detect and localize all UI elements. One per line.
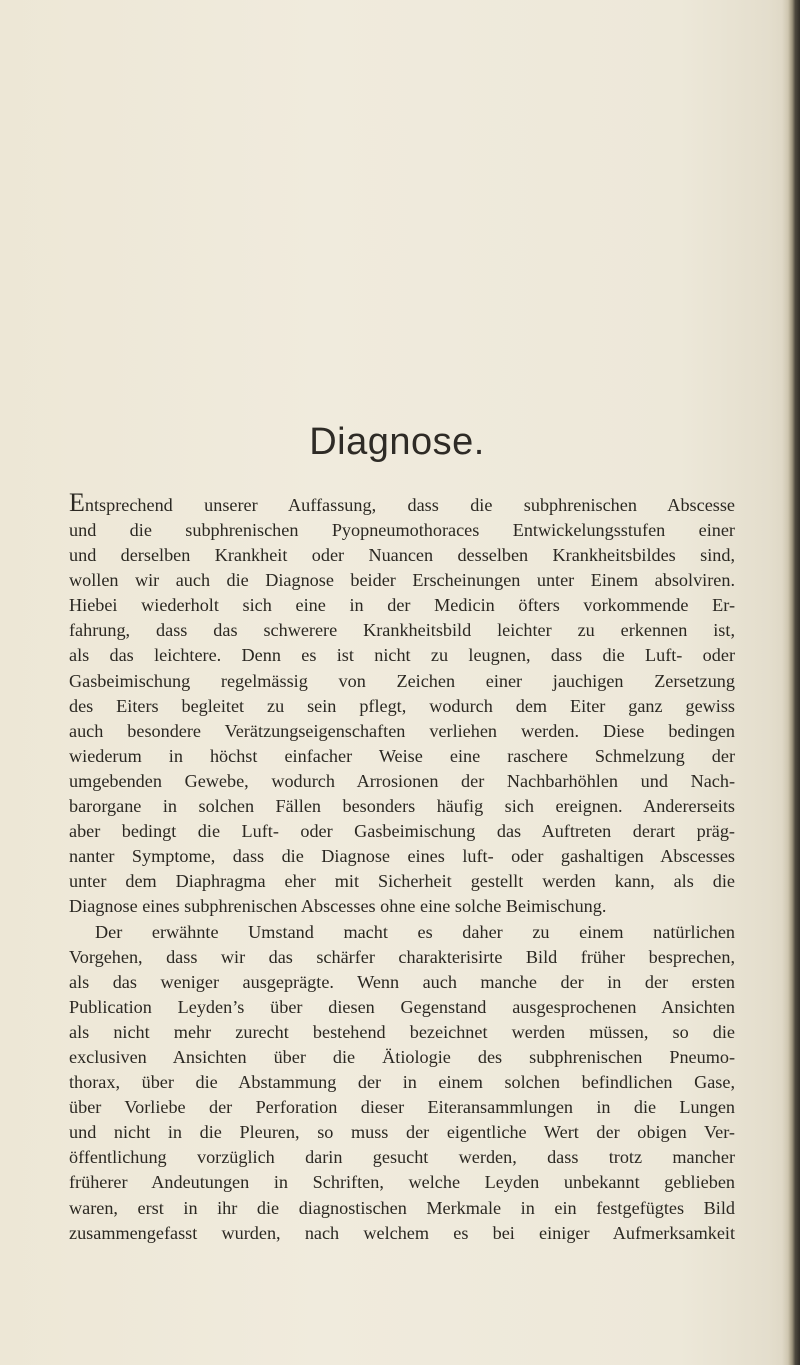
text-line: fahrung, dass das schwerere Krankheitsbild leichter zu erkennen ist, xyxy=(69,620,735,641)
text-line: Diagnose eines subphrenischen Abscesses ohne eine solche Beimischung. xyxy=(69,896,607,917)
body-text xyxy=(69,488,735,1246)
text-line: und derselben Krankheit oder Nuancen desselben Krankheitsbildes sind, xyxy=(69,545,735,566)
text-line: Publication Leyden’s über diesen Gegenstand ausgesprochenen Ansichten xyxy=(69,996,735,1017)
text-line: auch besondere Verätzungseigenschaften verliehen werden. Diese bedingen xyxy=(69,720,735,741)
text-line: aber bedingt die Luft- oder Gasbeimischung das Auftreten derart präg- xyxy=(69,821,735,842)
drop-initial: E xyxy=(69,488,85,517)
text-line: öffentlichung vorzüglich darin gesucht werden, dass trotz mancher xyxy=(69,1147,735,1168)
text-line: als das leichtere. Denn es ist nicht zu leugnen, dass die Luft- oder xyxy=(69,645,735,666)
text-line: und die subphrenischen Pyopneumothoraces Entwickelungsstufen einer xyxy=(69,520,735,540)
text-line: barorgane in solchen Fällen besonders häufig sich ereignen. Andererseits xyxy=(69,796,735,817)
text-line: Vorgehen, dass wir das schärfer charakterisirte Bild früher besprechen, xyxy=(69,946,735,967)
text-line: Der erwähnte Umstand macht es daher zu einem natürlichen xyxy=(95,921,735,942)
text-line: unter dem Diaphragma eher mit Sicherheit gestellt werden kann, als die xyxy=(69,871,735,892)
text-line: Entsprechend unserer Auffassung, dass die subphrenischen Abscesse xyxy=(69,488,735,517)
text-line: früherer Andeutungen in Schriften, welche Leyden unbekannt geblieben xyxy=(69,1172,735,1193)
text-line: umgebenden Gewebe, wodurch Arrosionen der Nachbarhöhlen und Nach- xyxy=(69,770,735,791)
text-line: Gasbeimischung regelmässig von Zeichen einer jauchigen Zersetzung xyxy=(69,670,735,691)
page-title: Diagnose. xyxy=(309,421,485,463)
text-line: wiederum in höchst einfacher Weise eine raschere Schmelzung der xyxy=(69,745,735,766)
text-line: als nicht mehr zurecht bestehend bezeichnet werden müssen, so die xyxy=(69,1021,735,1042)
text-line: Hiebei wiederholt sich eine in der Medicin öfters vorkommende Er- xyxy=(69,595,735,616)
text-line: nanter Symptome, dass die Diagnose eines luft- oder gashaltigen Abscesses xyxy=(69,846,735,867)
text-line: zusammengefasst wurden, nach welchem es bei einiger Aufmerksamkeit xyxy=(69,1222,735,1243)
text-line: über Vorliebe der Perforation dieser Eiteransammlungen in die Lungen xyxy=(69,1097,735,1118)
paragraph-1 xyxy=(69,488,735,920)
text-line: des Eiters begleitet zu sein pflegt, wodurch dem Eiter ganz gewiss xyxy=(69,695,735,716)
text-line: waren, erst in ihr die diagnostischen Merkmale in ein festgefügtes Bild xyxy=(69,1197,735,1218)
page-edge xyxy=(788,0,800,1365)
text-line: als das weniger ausgeprägte. Wenn auch manche der in der ersten xyxy=(69,971,735,992)
text-line: thorax, über die Abstammung der in einem solchen befindlichen Gase, xyxy=(69,1072,735,1093)
text-line: exclusiven Ansichten über die Ätiologie des subphrenischen Pneumo- xyxy=(69,1046,735,1067)
paragraph-2 xyxy=(69,920,735,1246)
text-line: wollen wir auch die Diagnose beider Erscheinungen unter Einem absolviren. xyxy=(69,570,735,591)
text-line: und nicht in die Pleuren, so muss der eigentliche Wert der obigen Ver- xyxy=(69,1122,735,1143)
